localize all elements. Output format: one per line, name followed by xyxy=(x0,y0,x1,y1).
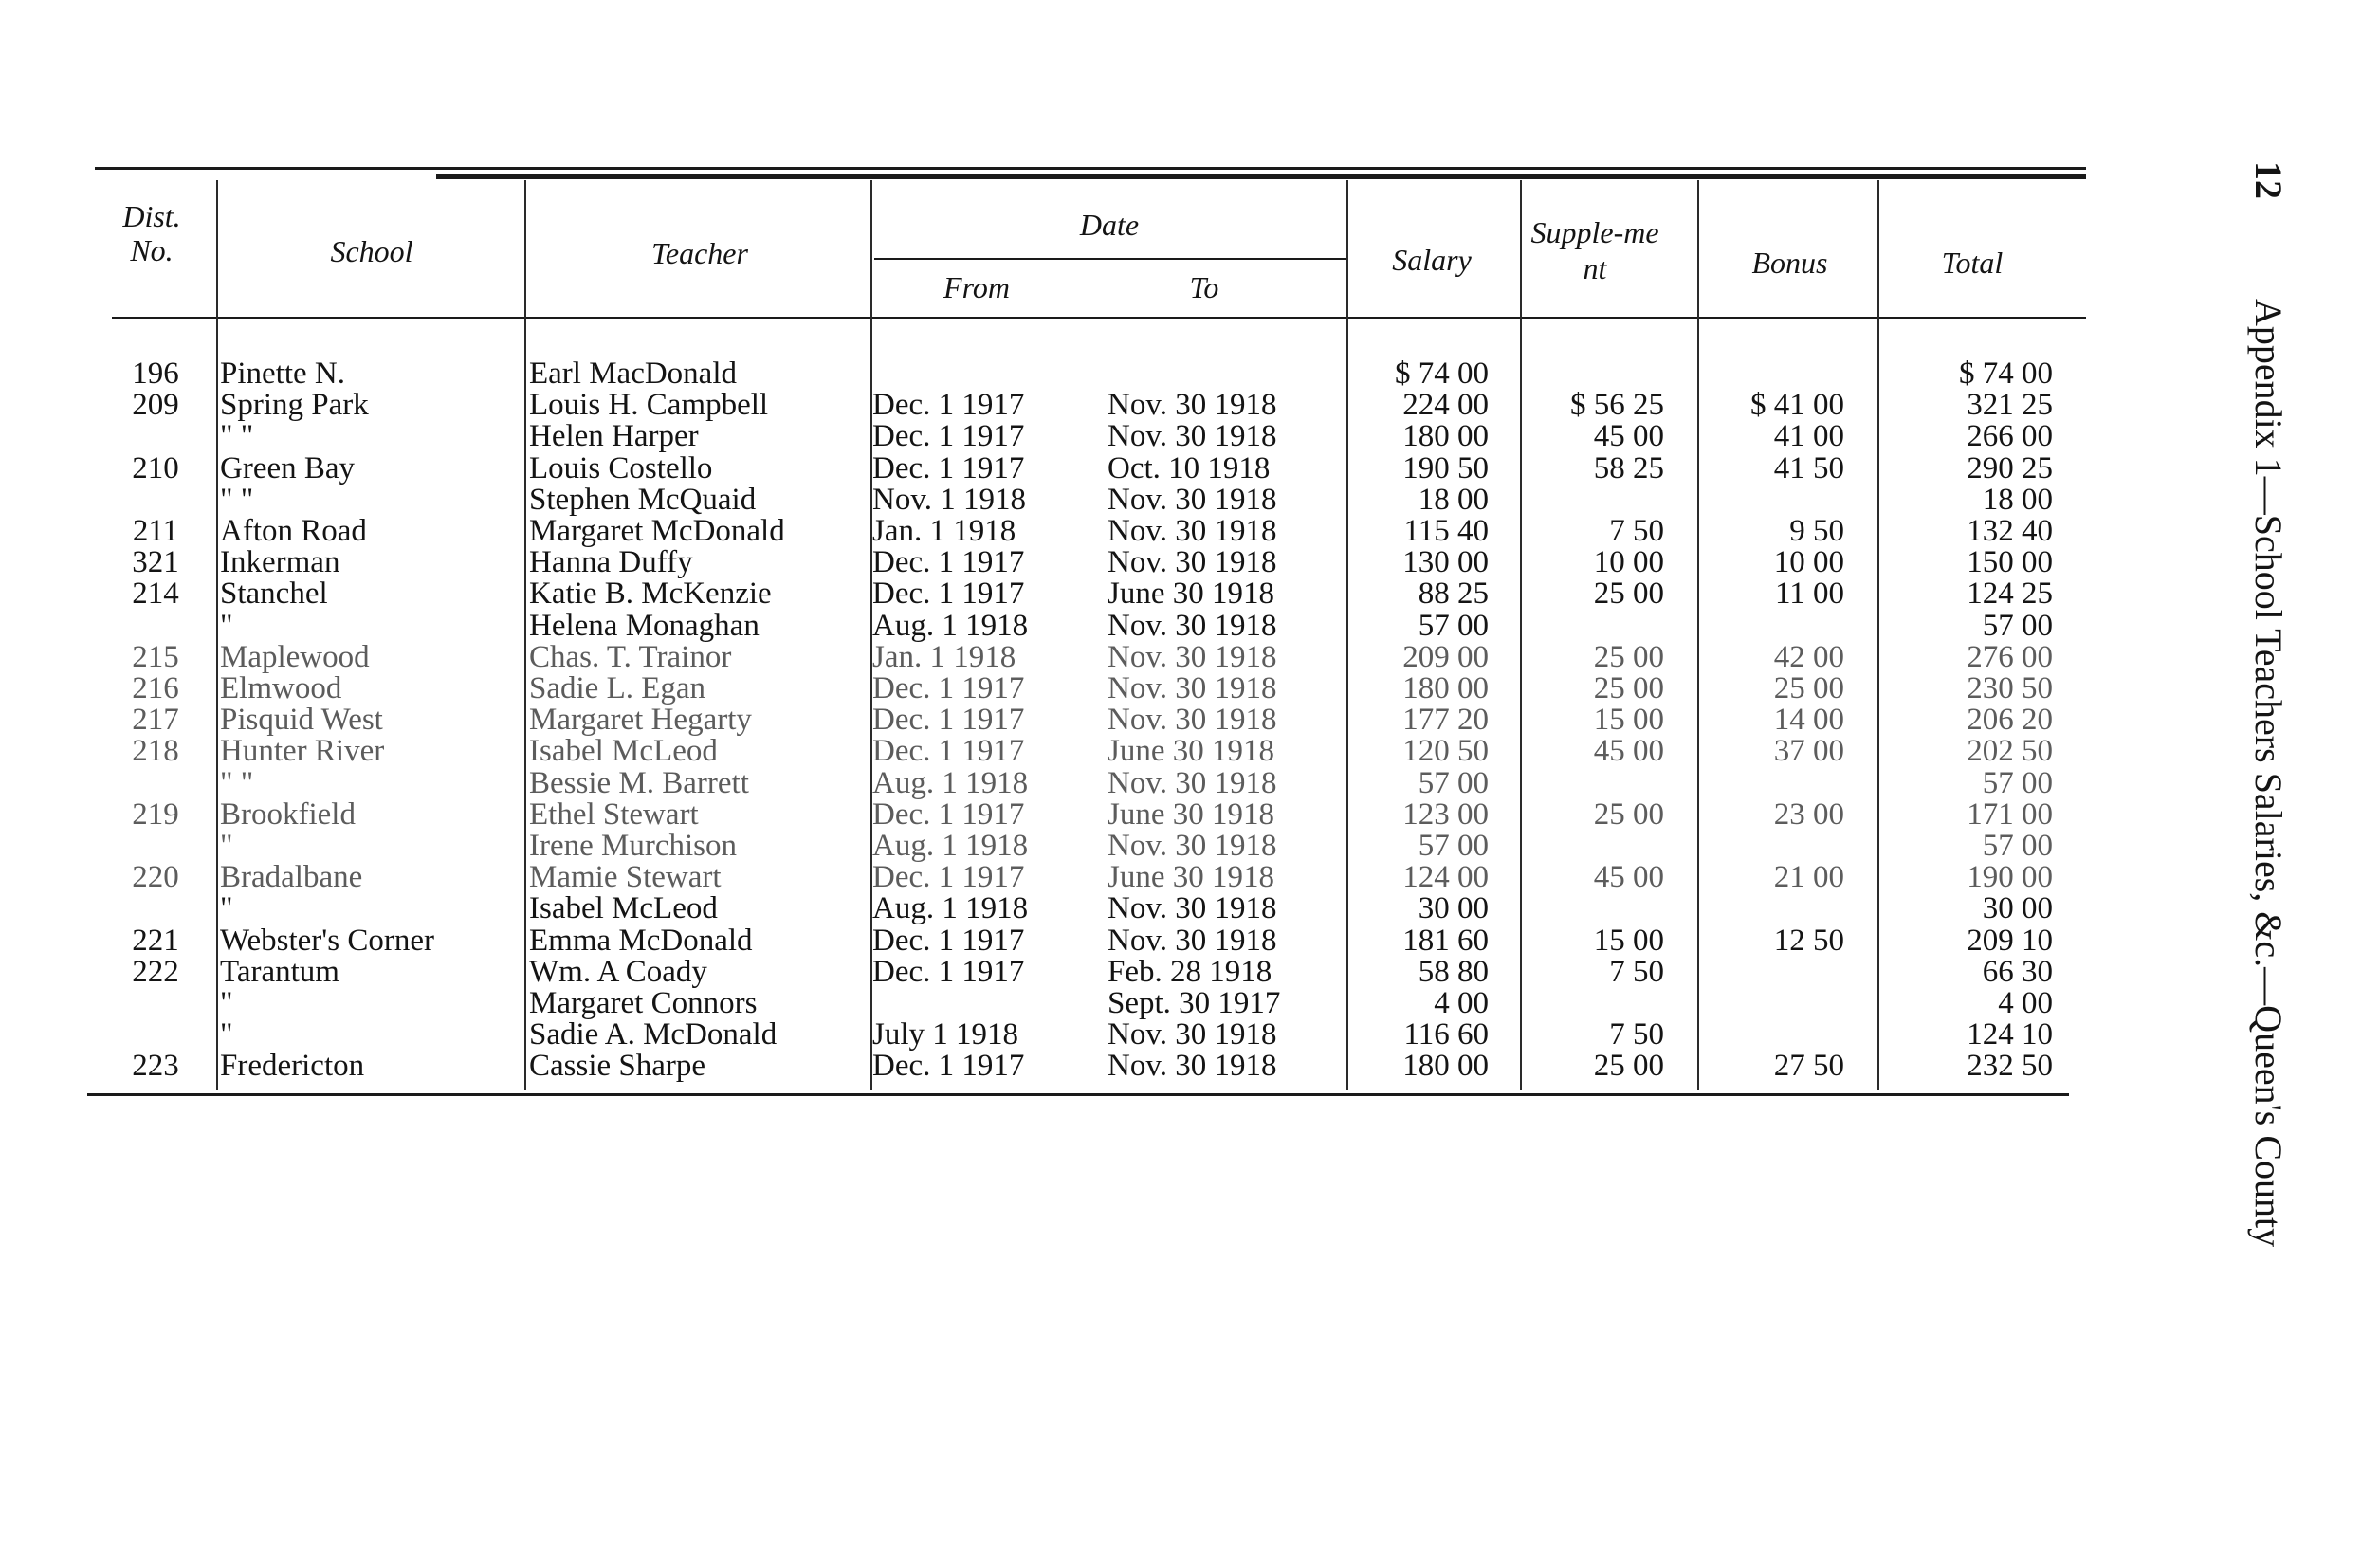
salary-cell: 123 00 xyxy=(1402,796,1489,832)
school-cell: " " xyxy=(220,482,254,517)
dist-no-cell: 218 xyxy=(132,734,179,769)
total-cell: 202 50 xyxy=(1967,734,2053,769)
top-rule-thick xyxy=(436,174,2086,179)
total-cell: 266 00 xyxy=(1967,419,2053,454)
total-cell: 190 00 xyxy=(1967,860,2053,895)
school-cell: Maplewood xyxy=(220,639,370,674)
page-number: 12 xyxy=(2247,161,2290,199)
school-cell: " " xyxy=(220,419,254,454)
salary-cell: 57 00 xyxy=(1418,765,1489,800)
date-from-cell: Nov. 1 1918 xyxy=(872,482,1026,517)
teacher-cell: Louis H. Campbell xyxy=(529,388,769,423)
table-row xyxy=(0,893,2181,924)
salary-cell: 18 00 xyxy=(1418,482,1489,517)
date-to-cell: Nov. 30 1918 xyxy=(1108,765,1277,800)
school-cell: " xyxy=(220,1017,233,1053)
total-cell: 57 00 xyxy=(1982,829,2053,863)
teacher-cell: Irene Murchison xyxy=(529,829,738,863)
total-cell: 124 10 xyxy=(1967,1017,2053,1053)
date-to-cell: June 30 1918 xyxy=(1108,796,1274,832)
total-cell: 124 25 xyxy=(1967,577,2053,612)
dist-no-cell: 220 xyxy=(132,860,179,895)
date-to-cell: Nov. 30 1918 xyxy=(1108,639,1277,674)
school-cell: Spring Park xyxy=(220,388,369,423)
date-to-cell: Nov. 30 1918 xyxy=(1108,482,1277,517)
dist-no-cell: 222 xyxy=(132,954,179,989)
school-cell: Pisquid West xyxy=(220,703,383,738)
total-cell: 290 25 xyxy=(1967,450,2053,485)
total-cell: 321 25 xyxy=(1967,388,2053,423)
salary-cell: 120 50 xyxy=(1402,734,1489,769)
header-supplement: Supple-ment xyxy=(1530,215,1659,285)
date-to-cell: Oct. 10 1918 xyxy=(1108,450,1271,485)
supplement-cell: 15 00 xyxy=(1593,923,1664,958)
salary-cell: 57 00 xyxy=(1418,608,1489,643)
date-from-cell: Dec. 1 1917 xyxy=(872,545,1025,580)
date-to-cell: Nov. 30 1918 xyxy=(1108,1049,1277,1084)
date-from-cell: Dec. 1 1917 xyxy=(872,954,1025,989)
date-from-cell: Jan. 1 1918 xyxy=(872,514,1016,548)
supplement-cell: 7 50 xyxy=(1609,514,1664,548)
table-row xyxy=(0,358,2181,390)
header-dist-no xyxy=(106,199,197,267)
school-cell: " " xyxy=(220,765,254,800)
school-cell: Webster's Corner xyxy=(220,923,434,958)
dist-no-cell: 214 xyxy=(132,577,179,612)
teacher-cell: Sadie A. McDonald xyxy=(529,1017,778,1053)
teacher-cell: Chas. T. Trainor xyxy=(529,639,732,674)
teacher-cell: Hanna Duffy xyxy=(529,545,693,580)
supplement-cell: 45 00 xyxy=(1593,860,1664,895)
date-from-cell: Dec. 1 1917 xyxy=(872,734,1025,769)
total-cell: 232 50 xyxy=(1967,1049,2053,1084)
total-cell: 57 00 xyxy=(1982,765,2053,800)
total-cell: 209 10 xyxy=(1967,923,2053,958)
table-row xyxy=(0,988,2181,1019)
teacher-cell: Isabel McLeod xyxy=(529,891,718,926)
school-cell: Elmwood xyxy=(220,671,342,705)
table-row xyxy=(0,862,2181,893)
total-cell: 18 00 xyxy=(1982,482,2053,517)
bonus-cell: 14 00 xyxy=(1773,703,1844,738)
bonus-cell: 41 00 xyxy=(1773,419,1844,454)
supplement-cell: 25 00 xyxy=(1593,577,1664,612)
date-from-cell: Dec. 1 1917 xyxy=(872,860,1025,895)
salary-cell: 57 00 xyxy=(1418,829,1489,863)
date-to-cell: June 30 1918 xyxy=(1108,860,1274,895)
table-row xyxy=(0,450,2181,485)
table-row xyxy=(0,831,2181,862)
table-row xyxy=(0,482,2181,517)
teacher-cell: Sadie L. Egan xyxy=(529,671,706,705)
dist-no-cell: 216 xyxy=(132,671,179,705)
bonus-cell: 11 00 xyxy=(1774,577,1844,612)
total-cell: 30 00 xyxy=(1982,891,2053,926)
date-to-cell: Sept. 30 1917 xyxy=(1108,986,1281,1020)
date-from-cell: Aug. 1 1918 xyxy=(872,765,1029,800)
supplement-cell: 45 00 xyxy=(1593,419,1664,454)
supplement-cell: 25 00 xyxy=(1593,796,1664,832)
salary-cell: 88 25 xyxy=(1418,577,1489,612)
date-from-cell: Dec. 1 1917 xyxy=(872,577,1025,612)
bonus-cell: $ 41 00 xyxy=(1750,388,1844,423)
table-row xyxy=(0,639,2181,674)
table-row xyxy=(0,705,2181,736)
school-cell: Green Bay xyxy=(220,450,356,485)
school-cell: Tarantum xyxy=(220,954,339,989)
school-cell: " xyxy=(220,829,233,863)
date-to-cell: Feb. 28 1918 xyxy=(1108,954,1272,989)
salary-cell: 115 40 xyxy=(1403,514,1489,548)
header-rule xyxy=(112,317,2086,319)
teacher-cell: Margaret McDonald xyxy=(529,514,785,548)
total-cell: 66 30 xyxy=(1982,954,2053,989)
teacher-cell: Isabel McLeod xyxy=(529,734,718,769)
date-to-cell: Nov. 30 1918 xyxy=(1108,923,1277,958)
teacher-cell: Cassie Sharpe xyxy=(529,1049,706,1084)
total-cell: 132 40 xyxy=(1967,514,2053,548)
date-from-cell: Aug. 1 1918 xyxy=(872,829,1029,863)
date-underline xyxy=(874,258,1346,260)
date-from-cell: Dec. 1 1917 xyxy=(872,796,1025,832)
header-bonus: Bonus xyxy=(1751,246,1828,280)
total-cell: 206 20 xyxy=(1967,703,2053,738)
teacher-cell: Helena Monaghan xyxy=(529,608,760,643)
salary-cell: 30 00 xyxy=(1418,891,1489,926)
total-cell: 276 00 xyxy=(1967,639,2053,674)
salary-cell: 4 00 xyxy=(1434,986,1489,1020)
table-row xyxy=(0,516,2181,547)
date-from-cell: Dec. 1 1917 xyxy=(872,671,1025,705)
supplement-cell: 58 25 xyxy=(1593,450,1664,485)
supplement-cell: 45 00 xyxy=(1593,734,1664,769)
dist-no-cell: 196 xyxy=(132,357,179,391)
date-to-cell: Nov. 30 1918 xyxy=(1108,514,1277,548)
dist-no-cell: 210 xyxy=(132,450,179,485)
header-school: School xyxy=(330,234,413,268)
bonus-cell: 42 00 xyxy=(1773,639,1844,674)
dist-no-cell: 217 xyxy=(132,703,179,738)
total-cell: 57 00 xyxy=(1982,608,2053,643)
table-row xyxy=(0,547,2181,578)
top-rule xyxy=(95,167,2086,170)
date-to-cell: Nov. 30 1918 xyxy=(1108,891,1277,926)
table-row xyxy=(0,1051,2181,1082)
salary-cell: 180 00 xyxy=(1402,671,1489,705)
total-cell: 171 00 xyxy=(1967,796,2053,832)
date-to-cell: Nov. 30 1918 xyxy=(1108,671,1277,705)
date-to-cell: Nov. 30 1918 xyxy=(1108,419,1277,454)
date-to-cell: Nov. 30 1918 xyxy=(1108,1017,1277,1053)
table-row xyxy=(0,1019,2181,1051)
date-from-cell: Aug. 1 1918 xyxy=(872,891,1029,926)
table-row xyxy=(0,608,2181,643)
supplement-cell: 15 00 xyxy=(1593,703,1664,738)
total-cell: 150 00 xyxy=(1967,545,2053,580)
total-cell: $ 74 00 xyxy=(1959,357,2053,391)
salary-cell: 181 60 xyxy=(1402,923,1489,958)
school-cell: " xyxy=(220,891,233,926)
date-from-cell: July 1 1918 xyxy=(872,1017,1019,1053)
school-cell: Bradalbane xyxy=(220,860,363,895)
school-cell: Stanchel xyxy=(220,577,328,612)
school-cell: " xyxy=(220,986,233,1020)
teacher-cell: Wm. A Coady xyxy=(529,954,707,989)
date-from-cell: Dec. 1 1917 xyxy=(872,450,1025,485)
table-row xyxy=(0,673,2181,705)
date-to-cell: Nov. 30 1918 xyxy=(1108,608,1277,643)
bonus-cell: 10 00 xyxy=(1773,545,1844,580)
total-cell: 230 50 xyxy=(1967,671,2053,705)
date-from-cell: Dec. 1 1917 xyxy=(872,1049,1025,1084)
teacher-cell: Katie B. McKenzie xyxy=(529,577,772,612)
table-row xyxy=(0,954,2181,989)
bonus-cell: 37 00 xyxy=(1773,734,1844,769)
dist-no-cell: 211 xyxy=(132,514,179,548)
bonus-cell: 25 00 xyxy=(1773,671,1844,705)
teacher-cell: Margaret Hegarty xyxy=(529,703,752,738)
table-row xyxy=(0,578,2181,610)
date-from-cell: Dec. 1 1917 xyxy=(872,388,1025,423)
date-from-cell: Aug. 1 1918 xyxy=(872,608,1029,643)
teacher-cell: Emma McDonald xyxy=(529,923,753,958)
salary-cell: 58 80 xyxy=(1418,954,1489,989)
dist-no-cell: 209 xyxy=(132,388,179,423)
date-to-cell: Nov. 30 1918 xyxy=(1108,703,1277,738)
header-teacher: Teacher xyxy=(651,236,748,270)
salary-cell: 130 00 xyxy=(1402,545,1489,580)
supplement-cell: 10 00 xyxy=(1593,545,1664,580)
salary-cell: 177 20 xyxy=(1402,703,1489,738)
date-from-cell: Dec. 1 1917 xyxy=(872,703,1025,738)
date-to-cell: Nov. 30 1918 xyxy=(1108,545,1277,580)
date-to-cell: June 30 1918 xyxy=(1108,577,1274,612)
table-row xyxy=(0,421,2181,452)
header-date: Date xyxy=(1079,208,1140,242)
salary-cell: 190 50 xyxy=(1402,450,1489,485)
page-title: Appendix 1—School Teachers Salaries, &c.—Queen's County xyxy=(2247,299,2290,1248)
header-from: From xyxy=(943,270,1010,304)
supplement-cell: 7 50 xyxy=(1609,954,1664,989)
dist-no-cell: 223 xyxy=(132,1049,179,1084)
school-cell: Pinette N. xyxy=(220,357,345,391)
supplement-cell: 25 00 xyxy=(1593,671,1664,705)
teacher-cell: Margaret Connors xyxy=(529,986,758,1020)
teacher-cell: Louis Costello xyxy=(529,450,713,485)
school-cell: Hunter River xyxy=(220,734,385,769)
salary-cell: 224 00 xyxy=(1402,388,1489,423)
dist-no-cell: 221 xyxy=(132,923,179,958)
supplement-cell: $ 56 25 xyxy=(1570,388,1664,423)
header-to: To xyxy=(1189,270,1219,304)
table-row xyxy=(0,390,2181,421)
table-row xyxy=(0,736,2181,767)
table-row xyxy=(0,765,2181,800)
date-from-cell: Dec. 1 1917 xyxy=(872,923,1025,958)
side-title xyxy=(2247,161,2304,1451)
dist-no-cell: 219 xyxy=(132,796,179,832)
salary-cell: 209 00 xyxy=(1402,639,1489,674)
date-to-cell: June 30 1918 xyxy=(1108,734,1274,769)
bottom-rule xyxy=(87,1093,2069,1096)
salary-cell: 180 00 xyxy=(1402,419,1489,454)
bonus-cell: 9 50 xyxy=(1789,514,1844,548)
teacher-cell: Mamie Stewart xyxy=(529,860,722,895)
salary-cell: 124 00 xyxy=(1402,860,1489,895)
table-row xyxy=(0,925,2181,957)
table-row xyxy=(0,796,2181,832)
bonus-cell: 23 00 xyxy=(1773,796,1844,832)
bonus-cell: 27 50 xyxy=(1773,1049,1844,1084)
header-salary: Salary xyxy=(1392,243,1472,277)
bonus-cell: 12 50 xyxy=(1773,923,1844,958)
bonus-cell: 41 50 xyxy=(1773,450,1844,485)
dist-no-cell: 215 xyxy=(132,639,179,674)
school-cell: Inkerman xyxy=(220,545,340,580)
header-total: Total xyxy=(1941,246,2004,280)
date-from-cell: Jan. 1 1918 xyxy=(872,639,1016,674)
teacher-cell: Earl MacDonald xyxy=(529,357,737,391)
school-cell: Afton Road xyxy=(220,514,367,548)
date-to-cell: Nov. 30 1918 xyxy=(1108,388,1277,423)
salary-cell: 180 00 xyxy=(1402,1049,1489,1084)
salary-cell: 116 60 xyxy=(1403,1017,1489,1053)
supplement-cell: 7 50 xyxy=(1609,1017,1664,1053)
supplement-cell: 25 00 xyxy=(1593,639,1664,674)
bonus-cell: 21 00 xyxy=(1773,860,1844,895)
date-from-cell: Dec. 1 1917 xyxy=(872,419,1025,454)
teacher-cell: Ethel Stewart xyxy=(529,796,699,832)
supplement-cell: 25 00 xyxy=(1593,1049,1664,1084)
dist-no-cell: 321 xyxy=(132,545,179,580)
date-to-cell: Nov. 30 1918 xyxy=(1108,829,1277,863)
salary-cell: $ 74 00 xyxy=(1395,357,1489,391)
total-cell: 4 00 xyxy=(1998,986,2053,1020)
teacher-cell: Helen Harper xyxy=(529,419,699,454)
school-cell: Fredericton xyxy=(220,1049,365,1084)
teacher-cell: Stephen McQuaid xyxy=(529,482,757,517)
school-cell: Brookfield xyxy=(220,796,356,832)
teacher-cell: Bessie M. Barrett xyxy=(529,765,749,800)
school-cell: " xyxy=(220,608,233,643)
header-dist-no-text: Dist. No. xyxy=(122,199,181,267)
